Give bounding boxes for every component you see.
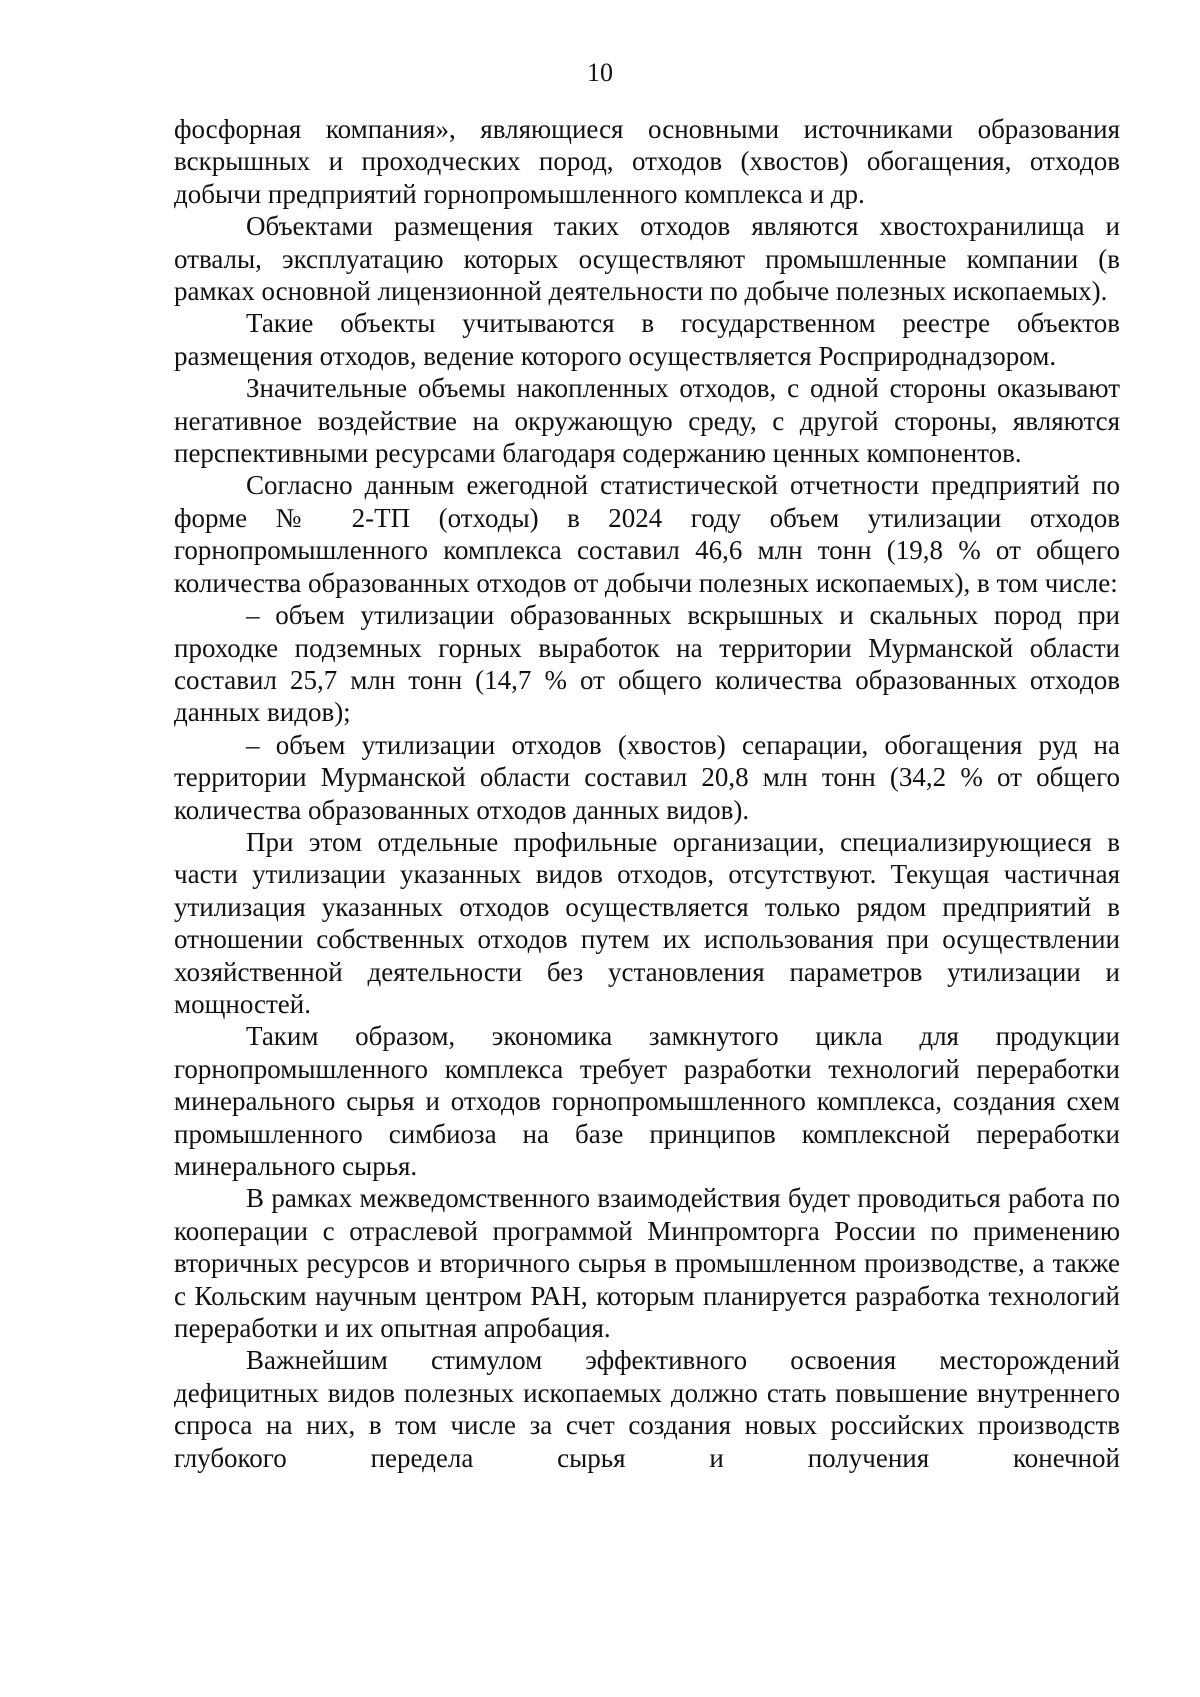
paragraph-4: Значительные объемы накопленных отходов, с одной стороны оказывают негативное воздействие на окружающую среду, с другой стороны, являются перспективными ресурсами благодаря содержанию ценных компонентов. bbox=[174, 373, 1120, 469]
paragraph-5: Согласно данным ежегодной статистической отчетности предприятий по форме № 2-ТП (отходы) в 2024 году объем утилизации отходов горнопромышленного комплекса составил 46,6 млн тонн (19,8 % от общего количества образованных отходов от добычи полезных ископаемых), в том числе: bbox=[174, 470, 1120, 598]
list-item-2: – объем утилизации отходов (хвостов) сепарации, обогащения руд на территории Мурманской области составил 20,8 млн тонн (34,2 % от общего количества образованных отходов данных видов). bbox=[174, 729, 1120, 825]
paragraph-1: фосфорная компания», являющиеся основными источниками образования вскрышных и проходческих пород, отходов (хвостов) обогащения, отходов добычи предприятий горнопромышленного комплекса и др. bbox=[174, 114, 1120, 209]
paragraph-2: Объектами размещения таких отходов являются хвостохранилища и отвалы, эксплуатацию которых осуществляют промышленные компании (в рамках основной лицензионной деятельности по добыче полезных ископаемых). bbox=[174, 211, 1120, 307]
paragraph-6: При этом отдельные профильные организации, специализирующиеся в части утилизации указанных видов отходов, отсутствуют. Текущая частичная утилизация указанных отходов осуществляется только рядом предприятий в отношении собственных отходов путем их использования при осуществлении хозяйственной деятельности без установления параметров утилизации и мощностей. bbox=[174, 826, 1120, 1019]
paragraph-8: В рамках межведомственного взаимодействия будет проводиться работа по кооперации с отраслевой программой Минпромторга России по применению вторичных ресурсов и вторичного сырья в промышленном производстве, а также с Кольским научным центром РАН, которым планируется разработка технологий переработки и их опытная апробация. bbox=[174, 1183, 1120, 1344]
list-item-1: – объем утилизации образованных вскрышных и скальных пород при проходке подземных горных выработок на территории Мурманской области составил 25,7 млн тонн (14,7 % от общего количества образованных отходов данных видов); bbox=[174, 600, 1120, 728]
document-body bbox=[174, 113, 1120, 1474]
paragraph-3: Такие объекты учитываются в государственном реестре объектов размещения отходов, ведение которого осуществляется Росприроднадзором. bbox=[174, 308, 1120, 371]
paragraph-9: Важнейшим стимулом эффективного освоения месторождений дефицитных видов полезных ископаемых должно стать повышение внутреннего спроса на них, в том числе за счет создания новых российских производств глубокого передела сырья и получения конечной bbox=[174, 1345, 1120, 1473]
page-number: 10 bbox=[587, 58, 613, 87]
paragraph-7: Таким образом, экономика замкнутого цикла для продукции горнопромышленного комплекса требует разработки технологий переработки минерального сырья и отходов горнопромышленного комплекса, создания схем промышленного симбиоза на базе принципов комплексной переработки минерального сырья. bbox=[174, 1021, 1120, 1181]
